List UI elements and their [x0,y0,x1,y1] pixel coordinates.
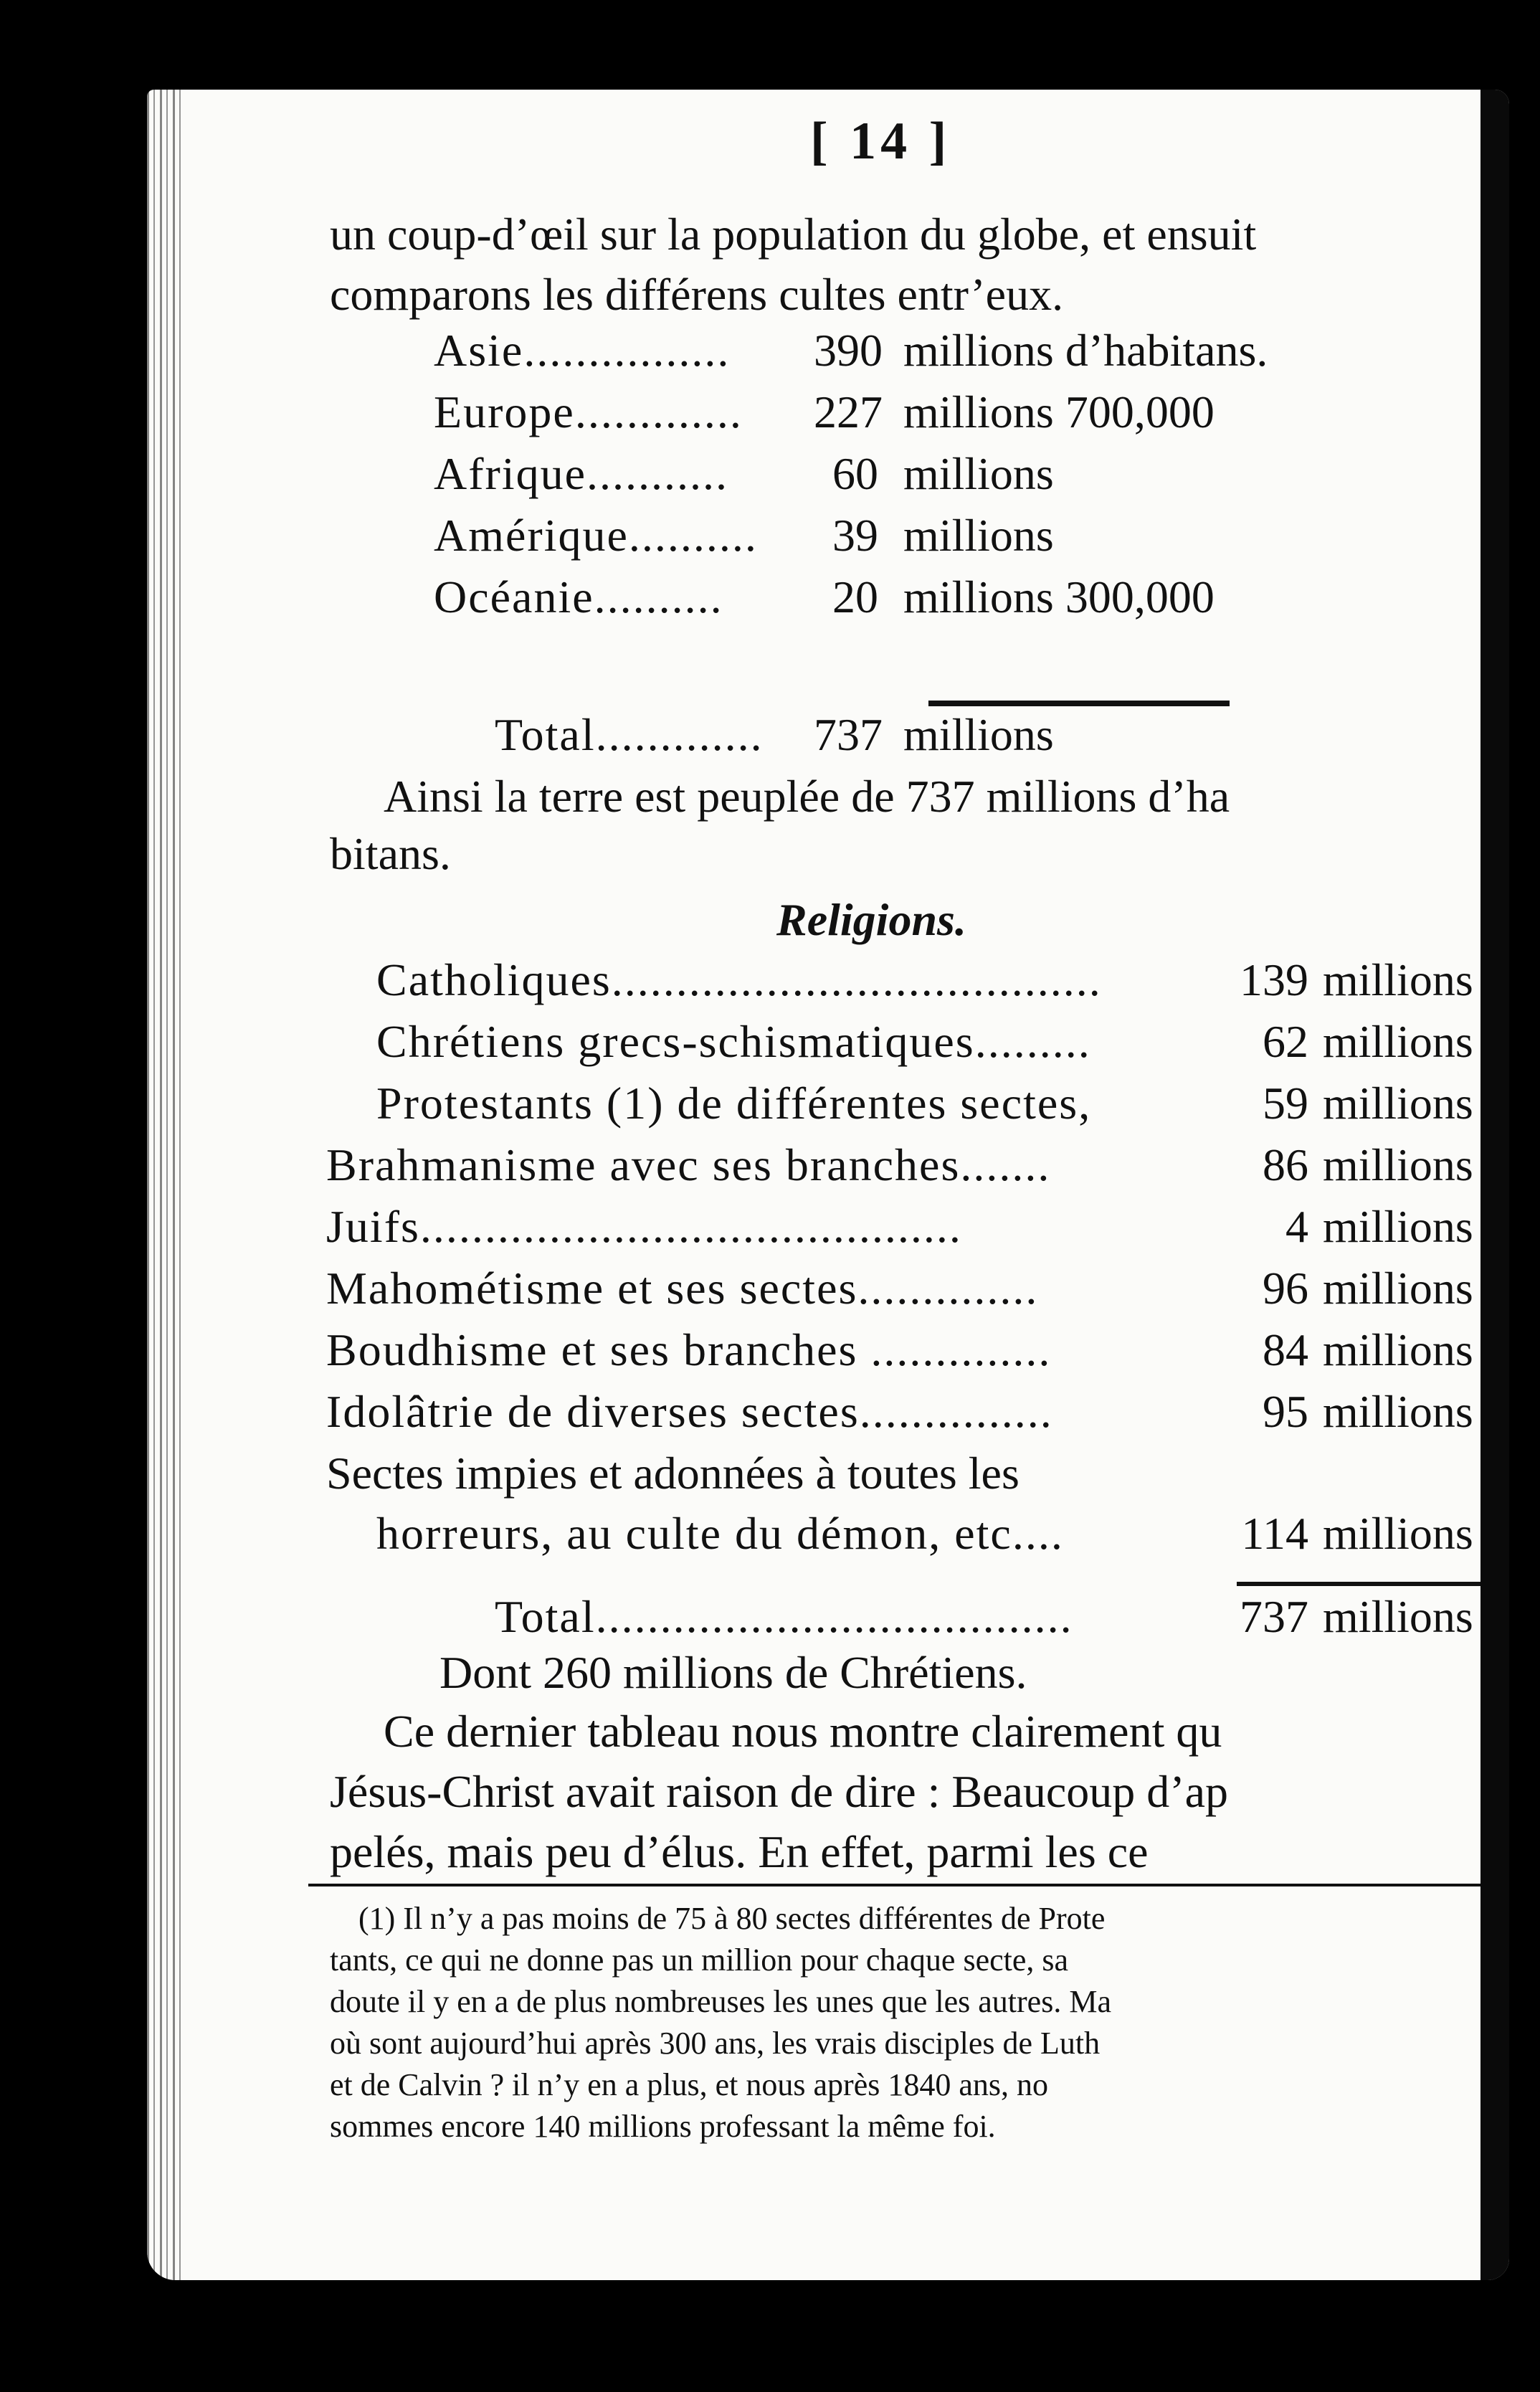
religion-unit: millions [1323,1078,1473,1129]
footnote-line: doute il y en a de plus nombreuses les unes que les autres. Ma [330,1984,1111,2019]
page-text [147,90,1480,2280]
continent-value: 39 [832,510,878,561]
continent-name: Europe............. [434,386,743,437]
religion-name: Juifs.......................................... [326,1201,962,1252]
footnote-line: (1) Il n’y a pas moins de 75 à 80 sectes différentes de Prote [358,1901,1106,1936]
intro-line-2: comparons les différens cultes entr’eux. [330,269,1064,320]
religion-unit: millions [1323,954,1473,1005]
religion-unit: millions [1323,1386,1473,1437]
continent-unit: millions 300,000 [903,571,1215,622]
total-label: Total............. [495,709,764,760]
religion-unit: millions [1323,1324,1473,1375]
religion-unit: millions [1323,1263,1473,1314]
total-value: 737 [814,709,883,760]
continent-name: Afrique........... [434,448,729,499]
total-value: 737 [1240,1591,1308,1642]
religion-name: Brahmanisme avec ses branches....... [326,1139,1051,1190]
footnote-rule [308,1884,1480,1886]
book-page [147,90,1509,2280]
religion-value: 86 [1263,1139,1308,1190]
religion-name: Chrétiens grecs-schismatiques......... [376,1016,1091,1067]
religion-name: horreurs, au culte du démon, etc.... [376,1508,1064,1559]
sum-rule [1237,1582,1480,1586]
closing-line-1: Ce dernier tableau nous montre clairement qu [384,1706,1222,1757]
intro-line-1: un coup-d’œil sur la population du globe, et ensuit [330,209,1257,260]
continent-name: Amérique.......... [434,510,758,561]
total-label: Total..................................... [495,1591,1073,1642]
closing-line-2: Jésus-Christ avait raison de dire : Beaucoup d’ap [330,1766,1228,1817]
religion-name: Sectes impies et adonnées à toutes les [326,1448,1019,1499]
religion-unit: millions [1323,1016,1473,1067]
religion-value: 62 [1263,1016,1308,1067]
religion-unit: millions [1323,1201,1473,1252]
summary-line-2: bitans. [330,828,451,879]
footnote-line: sommes encore 140 millions professant la même foi. [330,2109,996,2144]
continent-value: 60 [832,448,878,499]
christians-line: Dont 260 millions de Chrétiens. [439,1647,1027,1698]
religion-name: Catholiques...................................... [376,954,1102,1005]
religion-value: 95 [1263,1386,1308,1437]
summary-line-1: Ainsi la terre est peuplée de 737 millions d’ha [384,771,1230,822]
page-edge-shadow [1480,90,1509,2280]
continent-unit: millions 700,000 [903,386,1215,437]
religion-name: Protestants (1) de différentes sectes, [376,1078,1092,1129]
continent-unit: millions [903,510,1054,561]
religion-value: 4 [1285,1201,1308,1252]
religion-value: 139 [1240,954,1308,1005]
religion-name: Idolâtrie de diverses sectes............... [326,1386,1053,1437]
total-unit: millions [1323,1591,1473,1642]
religion-name: Boudhisme et ses branches .............. [326,1324,1052,1375]
continent-name: Océanie.......... [434,571,723,622]
continent-value: 20 [832,571,878,622]
religion-unit: millions [1323,1139,1473,1190]
footnote-line: tants, ce qui ne donne pas un million pour chaque secte, sa [330,1942,1069,1978]
total-unit: millions [903,709,1054,760]
footnote-line: où sont aujourd’hui après 300 ans, les vrais disciples de Luth [330,2026,1101,2061]
continent-value: 227 [814,386,883,437]
religion-value: 96 [1263,1263,1308,1314]
religions-heading: Religions. [776,894,966,945]
footnote-line: et de Calvin ? il n’y en a plus, et nous après 1840 ans, no [330,2067,1049,2102]
religion-value: 84 [1263,1324,1308,1375]
religion-name: Mahométisme et ses sectes.............. [326,1263,1039,1314]
continent-value: 390 [814,325,883,376]
religion-unit: millions [1323,1508,1473,1559]
continent-unit: millions d’habitans. [903,325,1268,376]
closing-line-3: pelés, mais peu d’élus. En effet, parmi les ce [330,1826,1149,1877]
continent-name: Asie................ [434,325,731,376]
continent-unit: millions [903,448,1054,499]
religion-value: 114 [1241,1508,1308,1559]
page-number: [ 14 ] [810,112,951,171]
religion-value: 59 [1263,1078,1308,1129]
